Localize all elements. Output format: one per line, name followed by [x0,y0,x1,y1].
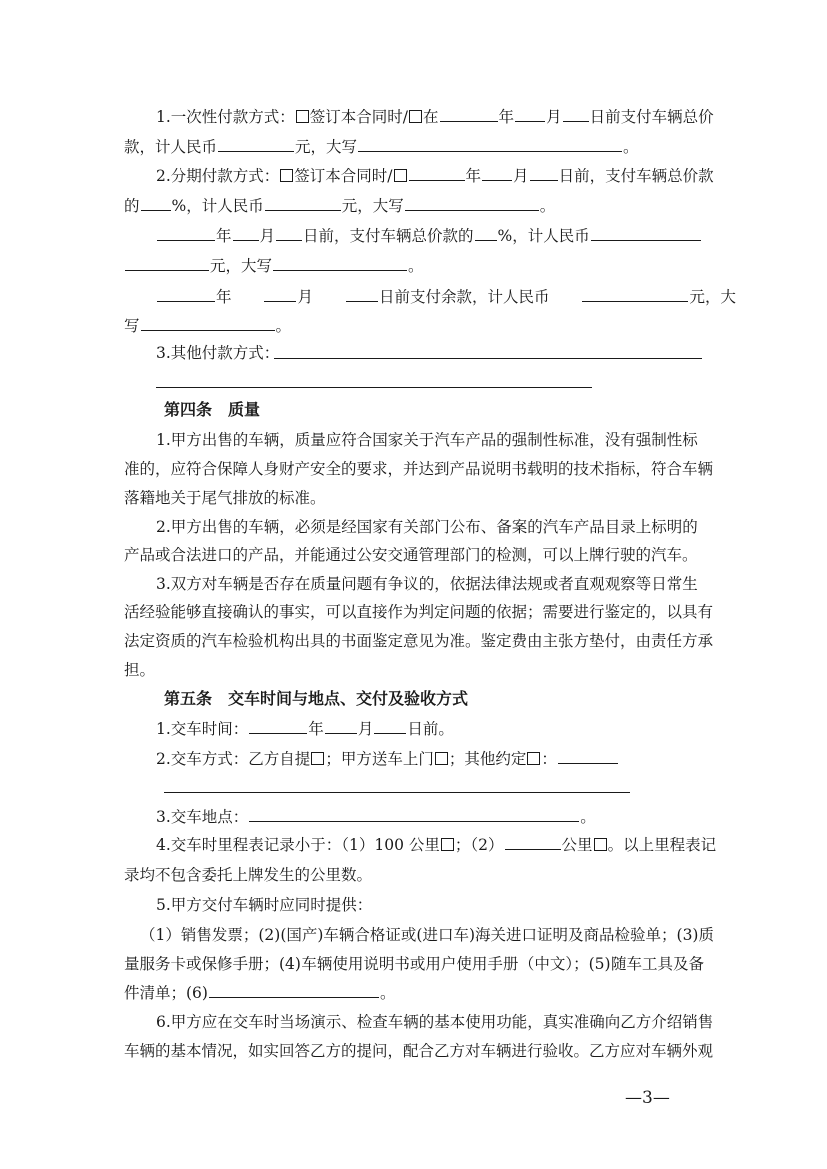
payment-lump-sum-line2: 款，计人民币 元，大写 。 [124,132,704,162]
amount-rmb-blank-cont[interactable] [125,251,209,271]
installment-second-line1: 年 月 日前，支付车辆总价款的 %，计人民币 [124,221,736,251]
year-blank[interactable] [440,102,498,122]
checkbox-other-agreement[interactable] [527,752,540,765]
day-blank[interactable] [530,161,558,181]
article-4-p1-line2: 准的，应符合保障人身财产安全的要求，并达到产品说明书载明的技术指标，符合车辆 [124,460,714,478]
payment-installment-line2: 的 %，计人民币 元，大写 。 [124,191,704,221]
article-4-p1-line3: 落籍地关于尾气排放的标准。 [124,489,326,507]
year-blank[interactable] [409,161,465,181]
percent-blank[interactable] [475,221,497,241]
payment-lump-sum-line1: 1.一次性付款方式： 签订本合同时/ 在 年 月 日前支付车辆总价 [124,102,736,132]
other-payment-line: 3.其他付款方式： [156,344,280,362]
checkbox-by-date[interactable] [394,169,407,182]
article-4-p3-line3: 法定资质的汽车检验机构出具的书面鉴定意见为准。鉴定费由主张方垫付，由责任方承 [124,632,714,650]
document-other-blank[interactable] [209,978,379,998]
percent-blank[interactable] [141,191,171,211]
month-blank[interactable] [233,221,259,241]
article-4-p3-line2: 活经验能够直接确认的事实，可以直接作为判定问题的依据；需要进行鉴定的，以具有 [124,603,714,621]
amount-rmb-blank[interactable] [591,221,701,241]
checkbox-sign-date[interactable] [280,169,293,182]
amount-capital-blank[interactable] [358,132,622,152]
checkbox-mileage-100[interactable] [441,838,454,851]
delivery-time-line: 1.交车时间： 年 月 日前。 [124,714,736,744]
article-5-heading: 第五条 交车时间与地点、交付及验收方式 [164,689,469,708]
installment-balance-line2: 写 。 [124,311,704,341]
month-blank[interactable] [325,714,357,734]
installment-balance-line1: 年 月 日前支付余款，计人民币 元，大 [124,282,736,312]
installment-second-line2: 元，大写 。 [124,251,704,281]
mileage-line1: 4.交车时里程表记录小于：（1）100 公里 ；（2） 公里 。以上里程表记 [124,830,736,860]
day-blank[interactable] [374,714,406,734]
day-blank[interactable] [276,221,302,241]
page-number: —3— [625,1088,670,1108]
delivery-method-line: 2.交车方式：乙方自提 ；甲方送车上门 ；其他约定 ： [124,744,736,774]
documents-line1: （1）销售发票；(2) (国产)车辆合格证或(进口车)海关进口证明及商品检验单；(3) 质 [140,926,714,944]
other-payment-blank[interactable] [274,358,702,359]
checkbox-sign-date[interactable] [296,110,309,123]
other-agreement-blank-cont[interactable] [164,792,630,793]
documents-line2: 量服务卡或保修手册；(4) 车辆使用说明书或用户使用手册 （中文）；(5) 随车工具及备 [124,955,704,973]
month-blank[interactable] [515,102,545,122]
article-4-p3-line4: 担。 [124,661,156,679]
day-blank[interactable] [346,282,378,302]
other-agreement-blank[interactable] [558,744,618,764]
year-blank[interactable] [157,221,215,241]
checkbox-by-date[interactable] [409,110,422,123]
mileage-line2: 录均不包含委托上牌发生的公里数。 [124,866,373,884]
amount-capital-blank[interactable] [405,191,539,211]
article-4-heading: 第四条 质量 [164,400,261,419]
amount-rmb-blank[interactable] [265,191,341,211]
article-4-p1-line1: 1.甲方出售的车辆，质量应符合国家关于汽车产品的强制性标准，没有强制性标 [156,431,698,449]
amount-rmb-blank[interactable] [582,282,688,302]
checkbox-self-pickup[interactable] [311,752,324,765]
delivery-place-line: 3.交车地点： 。 [124,802,736,832]
inspection-p6-line2: 车辆的基本情况，如实回答乙方的提问，配合乙方对车辆进行验收。乙方应对车辆外观 [124,1042,714,1060]
delivery-place-blank[interactable] [249,802,579,822]
documents-line3: 件清单；(6) 。 [124,978,704,1008]
article-4-p2-line2: 产品或合法进口的产品，并能通过公安交通管理部门的检测，可以上牌行驶的汽车。 [124,546,698,564]
inspection-p6-line1: 6.甲方应在交车时当场演示、检查车辆的基本使用功能，真实准确向乙方介绍销售 [156,1013,714,1031]
amount-capital-blank[interactable] [141,311,275,331]
year-blank[interactable] [157,282,215,302]
documents-intro: 5.甲方交付车辆时应同时提供： [156,896,373,914]
other-payment-blank-cont[interactable] [156,387,592,388]
article-4-p3-line1: 3.双方对车辆是否存在质量问题有争议的，依据法律法规或者直观观察等日常生 [156,575,698,593]
day-blank[interactable] [563,102,589,122]
month-blank[interactable] [482,161,512,181]
year-blank[interactable] [249,714,307,734]
month-blank[interactable] [264,282,296,302]
amount-capital-blank[interactable] [273,251,407,271]
checkbox-mileage-custom[interactable] [594,838,607,851]
payment-installment-line1: 2.分期付款方式： 签订本合同时/ 年 月 日前，支付车辆总价款 [124,161,736,191]
article-4-p2-line1: 2.甲方出售的车辆，必须是经国家有关部门公布、备案的汽车产品目录上标明的 [156,518,698,536]
mileage-blank[interactable] [505,830,561,850]
amount-rmb-blank[interactable] [218,132,294,152]
checkbox-seller-delivery[interactable] [435,752,448,765]
